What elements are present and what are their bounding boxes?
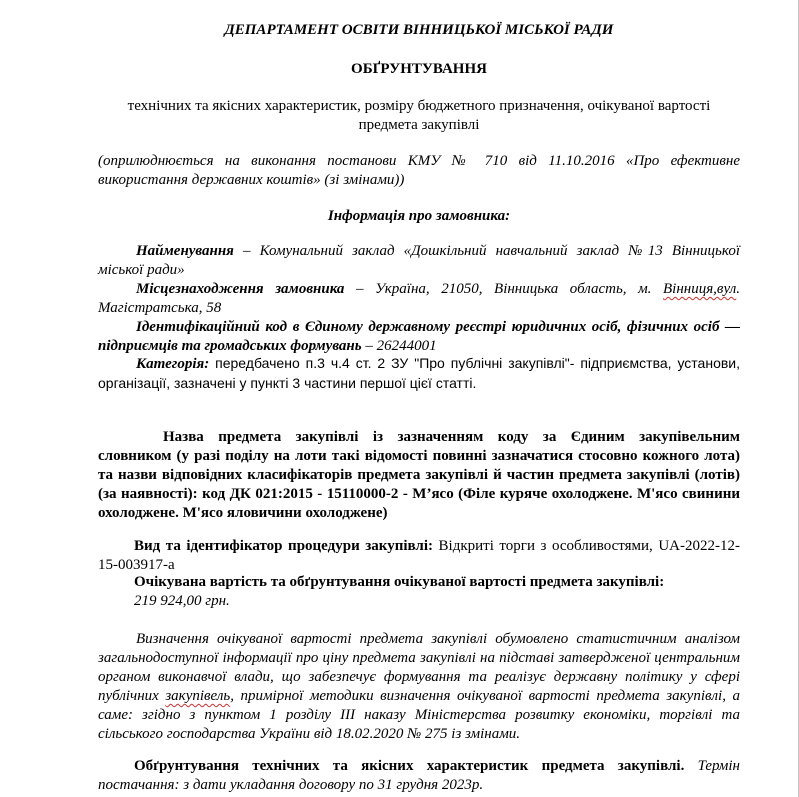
customer-name [98, 242, 740, 280]
technical-justification-label: Обґрунтування технічних та якісних характеристик предмета закупівлі. [134, 758, 685, 774]
document-subtitle [98, 97, 740, 135]
subtitle-line-2: предмета закупівлі [358, 117, 480, 133]
cost-justification-text: Визначення очікуваної вартості предмета закупівлі обумовлено статистичним аналізом загальнодоступної інформації про ціну предмета закупівлі на підставі затвердженої центральним органом виконавчої влади, що забезпечує формування та реалізує державну політику у сфері публічних [98, 631, 740, 704]
customer-heading: Інформація про замовника: [327, 208, 511, 224]
procurement-subject-first-line: Назва предмета закупівлі із зазначенням коду за Єдиним закупівельним [163, 429, 740, 445]
procedure-type-value: Відкриті торги з особливостями, UA-2022-12-15-003917-а [98, 538, 741, 573]
expected-cost-label: Очікувана вартість та обґрунтування очікуваної вартості предмета закупівлі: [134, 574, 665, 590]
customer-location-label: Місцезнаходження замовника [136, 281, 345, 297]
expected-cost-value: 219 924,00 грн. [134, 593, 230, 609]
customer-location-value: – Україна, 21050, Вінницька область, м. [344, 281, 663, 297]
procurement-subject-rest: словником (у разі поділу на лоти такі відомості повинні зазначатися стосовно кожного лота) та назви відповідних класифікаторів предмета закупівлі й частин предмета закупівлі (лотів) (за наявності): код ДК 021:2015 - 15110000-2 - М’ясо (Філе куряче охолоджене. М'ясо свинини охолоджене. М'ясо яловичини охолоджене) [98, 448, 740, 521]
customer-location-street: . Магістратська, 58 [98, 281, 740, 316]
customer-location [98, 280, 740, 318]
customer-id-value: – 26244001 [361, 338, 437, 354]
procedure-type-label: Вид та ідентифікатор процедури закупівлі: [134, 538, 434, 554]
customer-name-value: – Комунальний заклад «Дошкільний навчальний заклад №13 Вінницької міської ради» [98, 243, 740, 278]
procurement-subject [98, 428, 740, 523]
expected-cost-section [98, 573, 740, 611]
cost-justification-text-end: , примірної методики визначення очікуваної вартості предмета закупівлі, а саме: згідно з пунктом 1 розділу ІІІ наказу Міністерства розвитку економіки, торгівлі та сільського господарства України від 18.02.2020 № 275 із змінами. [98, 688, 740, 742]
customer-category-label: Категорія: [136, 356, 210, 372]
department-heading: ДЕПАРТАМЕНТ ОСВІТИ ВІННИЦЬКОЇ МІСЬКОЇ РАДИ [224, 22, 614, 38]
cost-justification-squiggle: закупівель [165, 688, 231, 704]
customer-id [98, 318, 740, 356]
customer-location-city: Вінниця,вул [663, 281, 737, 297]
customer-name-label: Найменування [136, 243, 234, 259]
cost-justification [98, 630, 740, 744]
technical-justification-value: Термін постачання: з дати укладання договору по 31 грудня 2023р. [98, 758, 740, 793]
procedure-type [98, 537, 740, 575]
document-title: ОБҐРУНТУВАННЯ [351, 61, 487, 77]
publication-note: (оприлюднюється на виконання постанови КМУ № 710 від 11.10.2016 «Про ефективне використання державних коштів» (зі змінами)) [98, 153, 740, 188]
customer-id-label: Ідентифікаційний код в Єдиному державному реєстрі юридичних осіб, фізичних осіб — підприємців та громадських формувань [98, 319, 740, 354]
technical-justification [98, 757, 740, 795]
customer-category [98, 354, 740, 394]
subtitle-line-1: технічних та якісних характеристик, розміру бюджетного призначення, очікуваної вартості [127, 98, 711, 114]
customer-category-value: передбачено п.3 ч.4 ст. 2 ЗУ "Про публічні закупівлі"- підприємства, установи, організації, зазначені у пункті 3 частини першої цієї статті. [98, 355, 740, 391]
